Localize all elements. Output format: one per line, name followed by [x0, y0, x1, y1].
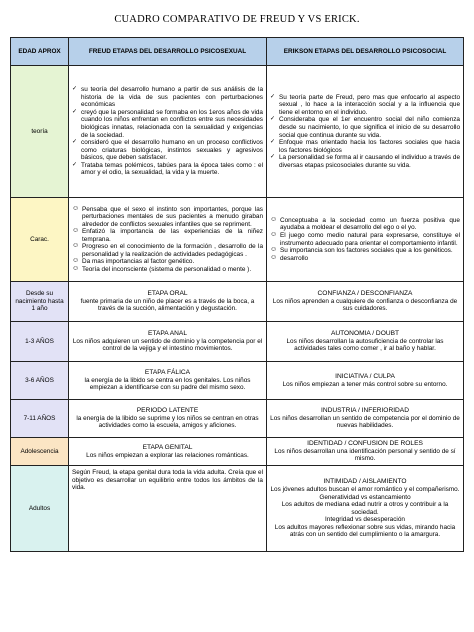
teoria-erikson-list — [270, 94, 460, 169]
row-carac — [11, 198, 464, 282]
row-label-age: Desde su nacimiento hasta 1 año — [11, 282, 69, 322]
list-item: ☺ Da mas importancias al factor genético. — [72, 258, 263, 266]
list-item: ☺ Conceptuaba a la sociedad como un fuerza positiva que ayudaba a moldear el desarrollo del ego o el yo. — [270, 217, 460, 232]
list-item: ☺ Teoría del inconsciente (sistema de personalidad o mente ). — [72, 266, 263, 274]
stage-name: CONFIANZA / DESCONFIANZA — [317, 290, 413, 298]
row-age-1-3 — [11, 322, 464, 362]
freud-stage-cell — [69, 322, 267, 362]
row-label-carac: Carac. — [11, 198, 69, 282]
erikson-stage-cell — [267, 438, 464, 466]
row-label-age: 7-11 AÑOS — [11, 400, 69, 438]
row-adultos — [11, 466, 464, 552]
erikson-stage-cell — [267, 322, 464, 362]
list-item: ✓ Su teoría parte de Freud, pero mas que enfocarlo al aspecto sexual , lo hace a la interacción social y a la influencia que tiene el entorno en el individuo. — [270, 94, 460, 117]
carac-erikson-cell — [267, 198, 464, 282]
row-age-3-6 — [11, 362, 464, 400]
header-freud: FREUD ETAPAS DEL DESARROLLO PSICOSEXUAL — [69, 38, 267, 66]
list-item: ✓ La personalidad se forma al ir causando el individuo a través de diversas etapas psicosociales durante su vida. — [270, 154, 460, 169]
freud-stage-cell — [69, 400, 267, 438]
row-label-teoria: teoría — [11, 66, 69, 198]
row-teoria — [11, 66, 464, 198]
list-item: ✓ consideró que el desarrollo humano en un proceso conflictivos como criaturas biológicas, instintos sexuales y agresivos básicos, que deben satisfacer. — [72, 139, 263, 162]
erikson-stage-cell — [267, 400, 464, 438]
freud-stage-cell — [69, 362, 267, 400]
list-item: ✓ Trataba temas polémicos, tabúes para la época tales como : el amor y el odio, la sexualidad, la vida y la muerte. — [72, 162, 263, 177]
stage-description: Los adultos mayores reflexionar sobre sus vidas, mirando hacia atrás con un sentido del cumplimiento o la amargura. — [274, 523, 456, 539]
stage-name: ETAPA GENITAL — [142, 443, 193, 451]
list-item: ✓ su teoría del desarrollo humano a partir de sus análisis de la historia de la vida de sus pacientes con perturbaciones económicas — [72, 86, 263, 109]
list-item: ✓ Consideraba que el 1er encuentro social del niño comienza desde su nacimiento, lo que significa el inicio de su desarrollo social que continua durante su vida. — [270, 116, 460, 139]
stage-name: INICIATIVA / CULPA — [335, 372, 395, 380]
list-item: ☺ Enfatizó la importancia de las experiencias de la niñez temprana. — [72, 228, 263, 243]
stage-name: ETAPA ORAL — [147, 290, 188, 298]
stage-name: PERIODO LATENTE — [136, 407, 199, 415]
row-adolescencia — [11, 438, 464, 466]
erikson-stage-cell — [267, 362, 464, 400]
list-item: ✓ creyó que la personalidad se formaba en los 1eros años de vida cuando los niños enfrentan en conflictos entre sus necesidades biológicas innatas, relacionada con la sexualidad y exigencias de la sociedad. — [72, 109, 263, 139]
freud-stage-cell — [69, 282, 267, 322]
teoria-erikson-cell — [267, 66, 464, 198]
carac-erikson-list — [270, 217, 460, 262]
list-item: ☺ El juego como medio natural para expresarse, constituye el instrumento adecuado para orientar el comportamiento infantil. — [270, 232, 460, 247]
erikson-stage-cell — [267, 282, 464, 322]
stage-description: Los niños adquieren un sentido de dominio y la competencia por el control de la vejiga y el intestino movimientos. — [72, 337, 263, 353]
teoria-freud-cell — [69, 66, 267, 198]
adultos-erikson-cell — [267, 466, 464, 552]
stage-description: Los niños desarrollan la autosuficiencia de controlar las actividades tales como comer , ir al baño y hablar. — [286, 337, 444, 353]
list-item: ☺ Su importancia son los factores sociales que a los genéticos. — [270, 247, 460, 255]
stage-description: la energía de la libido se suprime y los niños se centran en otras actividades como la escuela, amigos y aficiones. — [76, 414, 259, 430]
stage-description: Los niños empiezan a explorar las relaciones románticas. — [86, 451, 249, 459]
row-label-adolescencia: Adolescencia — [11, 438, 69, 466]
stage-name: AUTONOMIA / DOUBT — [330, 330, 400, 338]
list-item: ☺ desarrollo — [270, 255, 460, 263]
list-item: ✓ Enfoque mas orientado hacia los factores sociales que hacia los factores biológicos — [270, 139, 460, 154]
list-item: ☺ Pensaba que el sexo el instinto son importantes, porque las perturbaciones mentales de sus pacientes a menudo giraban alrededor de conflictos sexuales infantiles que se repriment. — [72, 206, 263, 229]
stage-name: IDENTIDAD / CONFUSION DE ROLES — [307, 440, 423, 448]
row-label-age: 3-6 AÑOS — [11, 362, 69, 400]
row-age-7-11 — [11, 400, 464, 438]
adultos-freud-cell — [69, 466, 267, 552]
row-age-0-1 — [11, 282, 464, 322]
carac-freud-cell — [69, 198, 267, 282]
stage-subtitle: Integridad vs desesperación — [325, 516, 405, 524]
teoria-freud-list — [72, 86, 263, 177]
stage-description: fuente primaria de un niño de placer es a través de la boca, a través de la succión, alimentación y degustación. — [80, 297, 255, 313]
stage-name: INTIMIDAD / AISLAMIENTO — [323, 478, 407, 486]
header-erikson: ERIKSON ETAPAS DEL DESARROLLO PSICOSOCIAL — [267, 38, 464, 66]
stage-subtitle: Generatividad vs estancamiento — [319, 493, 411, 501]
comparison-table — [10, 37, 464, 552]
adultos-freud-text: Según Freud, la etapa genital dura toda la vida adulta. Creía que el objetivo es desarrollar un equilibrio entre todos los ámbitos de la vida. — [72, 469, 263, 492]
list-item: ☺ Progreso en el conocimiento de la formación , desarrollo de la personalidad y la realización de actividades pedagógicas . — [72, 243, 263, 258]
freud-stage-cell — [69, 438, 267, 466]
stage-description: Los niños empiezan a tener más control sobre su entorno. — [282, 380, 448, 388]
stage-description: Los adultos de mediana edad nutrir a otros y contribuir a la sociedad. — [281, 501, 449, 516]
stage-description: la energía de la libido se centra en los genitales. Los niños empiezan a identificarse con su padre del mismo sexo. — [84, 376, 251, 392]
stage-name: ETAPA ANAL — [148, 330, 187, 338]
row-label-age: 1-3 AÑOS — [11, 322, 69, 362]
stage-description: Los jóvenes adultos buscan el amor romántico y el compañerismo. — [270, 485, 460, 493]
carac-freud-list — [72, 206, 263, 274]
stage-description: Los niños aprenden a cualquiere de confianza o desconfianza de sus cuidadores. — [272, 297, 458, 313]
stage-name: ETAPA FÁLICA — [144, 369, 191, 377]
stage-description: Los niños desarrollan un sentido de competencia por el dominio de nuevas habilidades. — [270, 414, 460, 430]
stage-name: INDUSTRIA / INFERIORIDAD — [321, 407, 409, 415]
header-row — [11, 38, 464, 66]
header-age: EDAD APROX — [11, 38, 69, 66]
row-label-adultos: Adultos — [11, 466, 69, 552]
stage-description: Los niños desarrollan una identificación personal y sentido de sí mismo. — [274, 447, 456, 463]
page-title: CUADRO COMPARATIVO DE FREUD Y VS ERICK. — [114, 14, 360, 25]
